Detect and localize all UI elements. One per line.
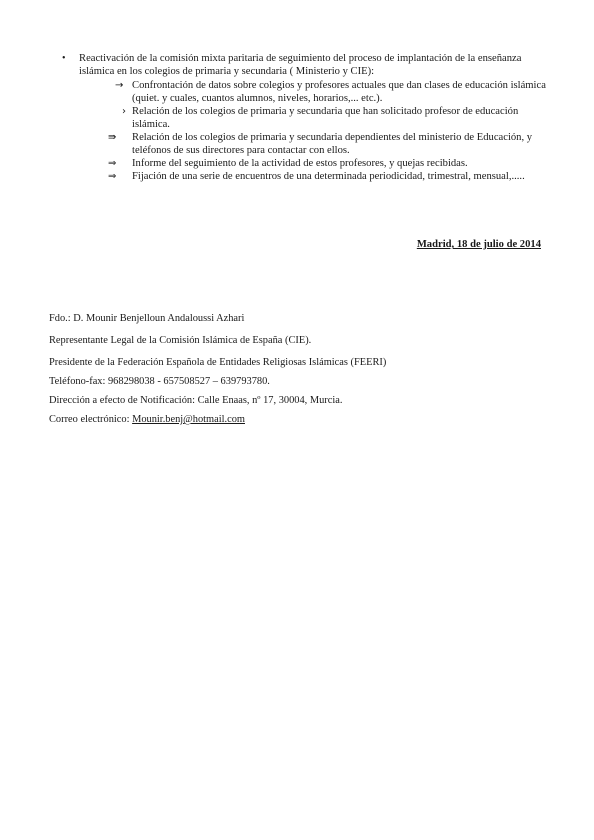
main-bullet-text: Reactivación de la comisión mixta paritaria de seguimiento del proceso de implantación de la enseñanza islámica en los colegios de primaria y secundaria ( Ministerio y CIE): bbox=[79, 53, 522, 77]
date-line: Madrid, 18 de julio de 2014 bbox=[416, 239, 541, 250]
sub-item-list bbox=[62, 79, 546, 183]
address-line: Dirección a efecto de Notificación: Calle Enaas, nº 17, 30004, Murcia. bbox=[49, 395, 343, 406]
email-line bbox=[49, 413, 569, 426]
agenda-bullet-block bbox=[62, 52, 546, 183]
sub-item-text: Relación de los colegios de primaria y secundaria que han solicitado profesor de educación islámica. bbox=[132, 106, 519, 130]
double-arrow-right-icon: ⇒ bbox=[108, 171, 117, 182]
triple-arrow-right-icon: ⇛ bbox=[108, 132, 117, 143]
chevron-right-icon: › bbox=[122, 106, 126, 117]
sub-item-ministry-schools bbox=[62, 131, 546, 157]
bullet-dot-icon: • bbox=[62, 53, 66, 64]
signature-block bbox=[49, 312, 569, 426]
email-label: Correo electrónico: bbox=[49, 414, 133, 425]
arrow-right-icon: → bbox=[115, 80, 124, 91]
role-feeri-line: Presidente de la Federación Española de Entidades Religiosas Islámicas (FEERI) bbox=[49, 357, 387, 368]
sub-item-requested-schools bbox=[62, 105, 546, 131]
sub-item-text: Relación de los colegios de primaria y secundaria dependientes del ministerio de Educación, y teléfonos de sus directores para contactar con ellos. bbox=[132, 132, 533, 156]
double-arrow-right-icon: ⇒ bbox=[108, 158, 117, 169]
signed-by-line: Fdo.: D. Mounir Benjelloun Andaloussi Azhari bbox=[49, 313, 245, 324]
sub-item-teacher-report bbox=[62, 157, 546, 170]
role-cie-line: Representante Legal de la Comisión Islámica de España (CIE). bbox=[49, 335, 312, 346]
main-bullet-item bbox=[62, 52, 546, 78]
sub-item-text: Fijación de una serie de encuentros de una determinada periodicidad, trimestral, mensual,..... bbox=[132, 171, 525, 182]
email-link[interactable]: Mounir.benj@hotmail.com bbox=[132, 414, 245, 425]
sub-item-meeting-schedule bbox=[62, 170, 546, 183]
sub-item-data-confrontation bbox=[62, 79, 546, 105]
phone-line: Teléfono-fax: 968298038 - 657508527 – 639793780. bbox=[49, 376, 270, 387]
sub-item-text: Informe del seguimiento de la actividad de estos profesores, y quejas recibidas. bbox=[132, 158, 468, 169]
sub-item-text: Confrontación de datos sobre colegios y profesores actuales que dan clases de educación islámica (quiet. y cuales, cuantos alumnos, niveles, horarios,... etc.). bbox=[132, 80, 546, 104]
